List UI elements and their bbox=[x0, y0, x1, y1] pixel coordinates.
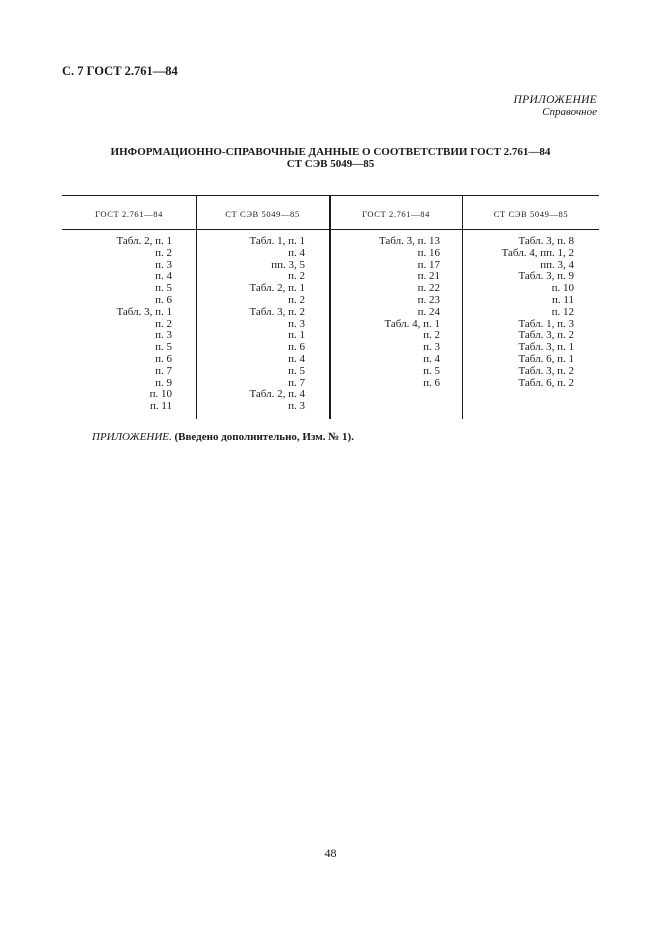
table-cell: п. 4 bbox=[423, 352, 440, 365]
table-cell: п. 2 bbox=[155, 246, 172, 259]
table-cell: п. 22 bbox=[417, 282, 440, 295]
table-cell: Табл. 3, п. 2 bbox=[249, 305, 305, 318]
column-header: ГОСТ 2.761—84 bbox=[95, 209, 163, 219]
column-divider-main bbox=[329, 195, 331, 419]
appendix-type: Справочное bbox=[542, 106, 597, 118]
table-cell: Табл. 3, п. 1 bbox=[518, 341, 574, 354]
table-cell: Табл. 2, п. 4 bbox=[249, 388, 305, 401]
table-cell: п. 12 bbox=[551, 305, 574, 318]
table-cell: п. 24 bbox=[417, 305, 440, 318]
table-cell: п. 2 bbox=[155, 317, 172, 330]
table-cell: Табл. 3, п. 9 bbox=[518, 270, 574, 283]
table-cell: п. 2 bbox=[288, 270, 305, 283]
table-cell: Табл. 2, п. 1 bbox=[116, 235, 172, 247]
title-line-2: СТ СЭВ 5049—85 bbox=[286, 158, 375, 170]
table-cell: Табл. 3, п. 1 bbox=[116, 305, 172, 318]
column-header: СТ СЭВ 5049—85 bbox=[493, 209, 569, 219]
appendix-title: ПРИЛОЖЕНИЕ bbox=[513, 94, 597, 106]
column-gost-2 bbox=[379, 236, 440, 389]
page-number: 48 bbox=[324, 846, 337, 860]
table-cell: пп. 3, 4 bbox=[540, 258, 574, 271]
table-cell: Табл. 3, п. 2 bbox=[518, 329, 574, 342]
table-cell: п. 9 bbox=[155, 376, 172, 389]
column-header: ГОСТ 2.761—84 bbox=[362, 209, 430, 219]
table-cell: п. 6 bbox=[155, 293, 172, 306]
table-cell: п. 5 bbox=[155, 282, 172, 295]
table-cell: п. 7 bbox=[155, 364, 172, 377]
table-cell: п. 17 bbox=[417, 258, 440, 271]
table-cell: Табл. 3, п. 13 bbox=[378, 235, 440, 247]
table-cell: п. 10 bbox=[149, 388, 172, 401]
table-cell: п. 4 bbox=[288, 352, 305, 365]
table-cell: п. 6 bbox=[288, 341, 305, 354]
table-cell: п. 10 bbox=[551, 282, 574, 295]
table-cell: п. 23 bbox=[417, 293, 440, 306]
table-cell: п. 16 bbox=[417, 246, 440, 259]
appendix-label bbox=[514, 94, 597, 118]
table-cell: п. 7 bbox=[288, 376, 305, 389]
table-cell: Табл. 2, п. 1 bbox=[249, 282, 305, 295]
table-cell: п. 21 bbox=[417, 270, 440, 283]
table-cell: Табл. 4, пп. 1, 2 bbox=[501, 246, 574, 259]
column-divider bbox=[196, 195, 197, 419]
table-cell: пп. 3, 5 bbox=[271, 258, 305, 271]
column-gost-1 bbox=[116, 236, 172, 413]
table-cell: п. 3 bbox=[288, 400, 305, 413]
table-cell: Табл. 4, п. 1 bbox=[384, 317, 440, 330]
table-cell: п. 3 bbox=[155, 329, 172, 342]
amendment-note bbox=[92, 431, 354, 443]
table-cell: п. 3 bbox=[288, 317, 305, 330]
table-cell: п. 2 bbox=[423, 329, 440, 342]
table-cell: п. 2 bbox=[288, 293, 305, 306]
table-cell: п. 5 bbox=[423, 364, 440, 377]
table-cell: п. 4 bbox=[288, 246, 305, 259]
table-cell: Табл. 6, п. 2 bbox=[518, 376, 574, 389]
table-cell: п. 3 bbox=[423, 341, 440, 354]
correspondence-table bbox=[62, 195, 599, 419]
table-cell: п. 6 bbox=[155, 352, 172, 365]
table-cell: п. 4 bbox=[155, 270, 172, 283]
title-line-1: ИНФОРМАЦИОННО-СПРАВОЧНЫЕ ДАННЫЕ О СООТВЕТСТВИИ ГОСТ 2.761—84 bbox=[110, 146, 551, 158]
table-cell: п. 1 bbox=[288, 329, 305, 342]
table-cell: Табл. 6, п. 1 bbox=[518, 352, 574, 365]
table-cell: п. 6 bbox=[423, 376, 440, 389]
table-cell: п. 5 bbox=[288, 364, 305, 377]
table-cell: Табл. 1, п. 3 bbox=[518, 317, 574, 330]
table-cell: Табл. 3, п. 8 bbox=[518, 235, 574, 247]
column-divider bbox=[462, 195, 463, 419]
column-sev-2 bbox=[502, 236, 574, 389]
table-cell: п. 5 bbox=[155, 341, 172, 354]
document-title bbox=[62, 146, 599, 170]
table-cell: п. 3 bbox=[155, 258, 172, 271]
table-cell: п. 11 bbox=[150, 400, 172, 413]
page-header: С. 7 ГОСТ 2.761—84 bbox=[62, 64, 178, 78]
note-appendix-word: ПРИЛОЖЕНИЕ. bbox=[92, 431, 172, 443]
column-header: СТ СЭВ 5049—85 bbox=[225, 209, 300, 219]
column-sev-1 bbox=[249, 236, 305, 413]
note-amendment: (Введено дополнительно, Изм. № 1). bbox=[174, 431, 354, 443]
table-cell: Табл. 3, п. 2 bbox=[518, 364, 574, 377]
table-cell: Табл. 1, п. 1 bbox=[249, 235, 305, 247]
table-cell: п. 11 bbox=[552, 293, 574, 306]
